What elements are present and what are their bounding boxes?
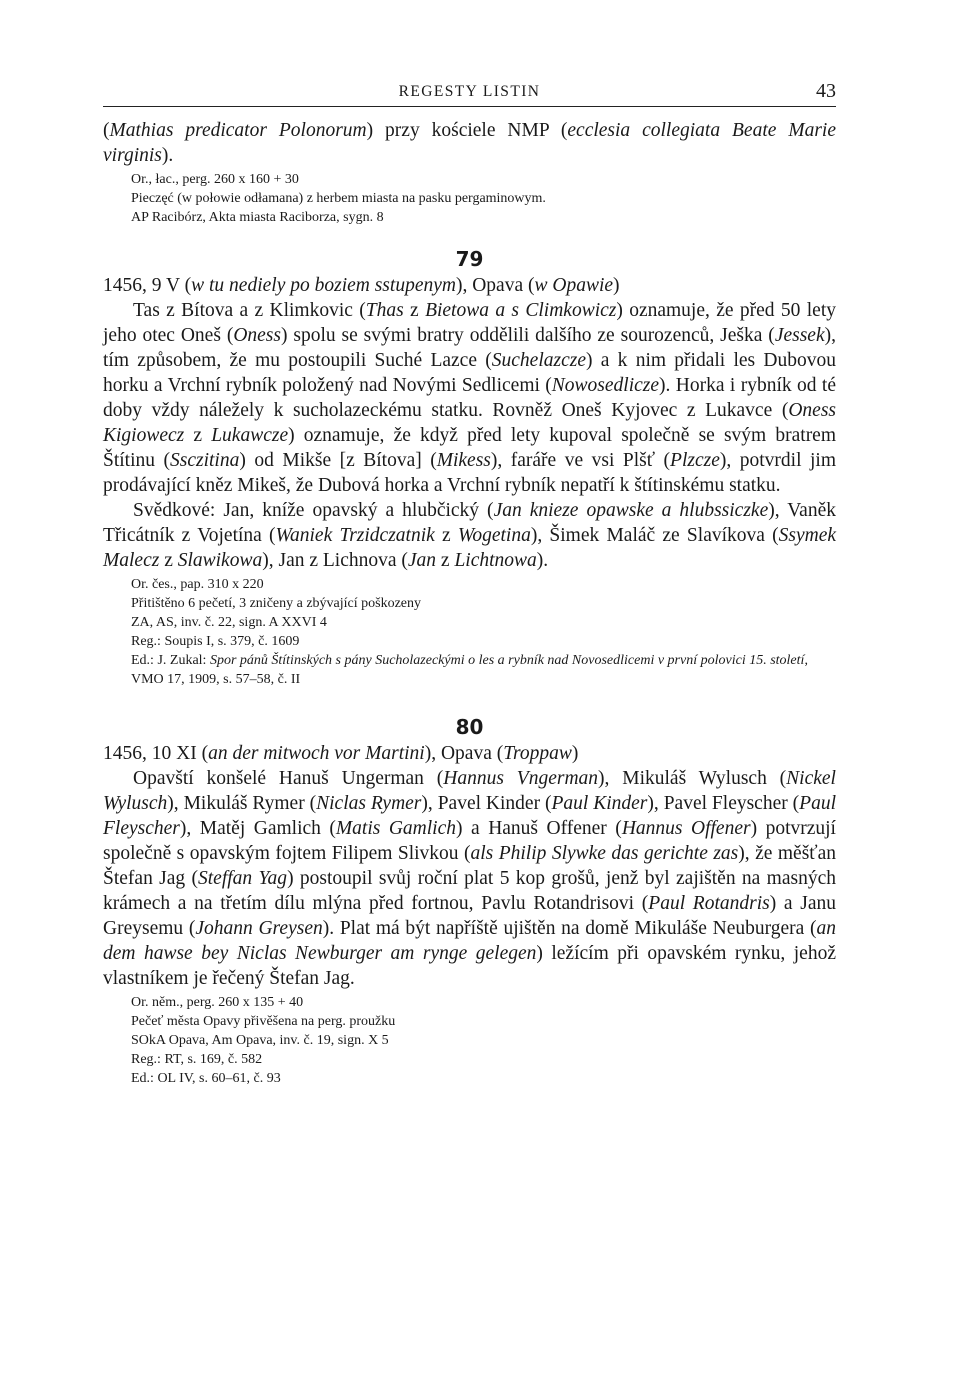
- entry-number: 79: [455, 247, 484, 271]
- italic-text: Paul Rotandris: [648, 893, 770, 914]
- entry-witnesses: [103, 498, 836, 573]
- italic-text: Thas: [365, 300, 404, 321]
- archival-note: [131, 1069, 836, 1088]
- italic-text: Hannus Offener: [621, 818, 751, 839]
- text-run: ), Šimek Maláč ze Slavíkova (: [530, 525, 779, 546]
- italic-text: Suchelazcze: [491, 350, 586, 371]
- archival-note: [131, 189, 836, 208]
- italic-text: Hannus Vngerman: [443, 768, 599, 789]
- italic-text: Ssymek Malecz: [103, 525, 837, 571]
- text-run: Opavští konšelé Hanuš Ungerman (: [133, 768, 444, 789]
- italic-text: als Philip Slywke das gerichte zas: [470, 843, 739, 864]
- italic-text: Waniek Trzidczatnik: [275, 525, 435, 546]
- text-run: , VMO 17, 1909, s. 57–58, č. II: [131, 653, 808, 687]
- archival-note: [131, 1050, 836, 1069]
- italic-text: Nowosedlicze: [551, 375, 660, 396]
- page-header: [103, 80, 836, 107]
- text-run: ), Opava (: [455, 275, 535, 296]
- italic-text: an dem hawse bey Niclas Newburger am rynge gelegen: [103, 918, 837, 964]
- entry-dateline: [103, 741, 836, 766]
- italic-text: Oness Kigiowecz: [103, 400, 836, 446]
- text-run: Pieczęć (w połowie odłamana) z herbem miasta na pasku pergaminowym.: [131, 191, 546, 206]
- italic-text: Paul Kinder: [551, 793, 648, 814]
- italic-text: Slawikowa: [177, 550, 263, 571]
- text-run: ). Horka i rybník od té doby vždy náležely k sucholazeckému statku. Rovněž Oneš Kyjovec z Lukavce (: [103, 375, 836, 421]
- text-run: ), Opava (: [424, 743, 504, 764]
- text-run: Přitištěno 6 pečetí, 3 zničeny a zbývající poškozeny: [131, 596, 422, 611]
- entry-paragraph: [103, 298, 836, 498]
- text-run: ). Plat má být napříště ujištěn na domě Mikuláše Neuburgera (: [322, 918, 817, 939]
- italic-text: Mathias predicator Polonorum: [109, 120, 367, 141]
- archival-note: [131, 1031, 836, 1050]
- document-page: [103, 80, 836, 1088]
- entry-79: [103, 247, 836, 689]
- italic-text: Lukawcze: [211, 425, 289, 446]
- italic-text: Ssczitina: [170, 450, 240, 471]
- entry-notes: [131, 993, 836, 1088]
- text-run: ): [571, 743, 579, 764]
- text-run: ) spolu se svými bratry oddělili dalšího ze sourozenců, Ješka (: [280, 325, 775, 346]
- italic-text: Steffan Yag: [198, 868, 288, 889]
- italic-text: an der mitwoch vor Martini: [208, 743, 425, 764]
- text-run: ) a Janu Greysemu (: [103, 893, 836, 939]
- italic-text: ecclesia collegiata Beate Marie virginis: [103, 120, 836, 166]
- text-run: ), Pavel Fleyscher (: [647, 793, 800, 814]
- italic-text: Spor pánů Štítinských s pány Sucholazeckými o les a rybník nad Novosedlicemi v první polovici 15. století: [209, 653, 805, 668]
- text-run: z: [434, 525, 458, 546]
- text-run: Tas z Bítova a z Klimkovic (: [133, 300, 366, 321]
- text-run: 1456, 10 XI (: [103, 743, 209, 764]
- text-run: Ed.: OL IV, s. 60–61, č. 93: [131, 1071, 281, 1086]
- italic-text: Johann Greysen: [195, 918, 323, 939]
- text-run: ) oznamuje, že když před lety kupoval společně se svým bratrem Štítinu (: [103, 425, 837, 471]
- text-run: z: [184, 425, 212, 446]
- text-run: ZA, AS, inv. č. 22, sign. A XXVI 4: [131, 615, 327, 630]
- text-run: ) potvrzují společně s opavským fojtem Filipem Slivkou (: [103, 818, 836, 864]
- text-run: ), že měšťan Štefan Jag (: [103, 843, 837, 889]
- italic-text: w Opawie: [534, 275, 614, 296]
- entry-notes: [131, 575, 836, 689]
- italic-text: Jan: [407, 550, 437, 571]
- text-run: Ed.: J. Zukal:: [131, 653, 210, 668]
- text-run: ).: [161, 145, 174, 166]
- text-run: 1456, 9 V (: [103, 275, 192, 296]
- italic-text: Wogetina: [457, 525, 531, 546]
- entry-number: 80: [455, 715, 484, 739]
- archival-note: [131, 651, 836, 689]
- text-run: Or. něm., perg. 260 x 135 + 40: [131, 995, 304, 1010]
- text-run: ), Mikuláš Rymer (: [167, 793, 317, 814]
- italic-text: Matis Gamlich: [335, 818, 457, 839]
- text-run: ) od Mikše [z Bítova] (: [239, 450, 437, 471]
- text-run: Or. čes., pap. 310 x 220: [131, 577, 264, 592]
- text-run: ) postoupil svůj roční plat 5 kop grošů, jenž byl zajištěn na masných krámech a na třetím dílu mlýna před fortnou, Pavlu Rotandrisovi (: [103, 868, 836, 914]
- text-run: SOkA Opava, Am Opava, inv. č. 19, sign. X 5: [131, 1033, 389, 1048]
- text-run: ), Vaněk Třicátník z Vojetína (: [103, 500, 836, 546]
- italic-text: Jan knieze opawske a hlubssiczke: [493, 500, 769, 521]
- archival-note: [131, 170, 836, 189]
- archival-note: [131, 993, 836, 1012]
- text-run: ), tím způsobem, že mu postoupili Suché Lazce (: [103, 325, 836, 371]
- italic-text: Mikess: [436, 450, 491, 471]
- archival-note: [131, 1012, 836, 1031]
- italic-text: Nickel Wylusch: [103, 768, 836, 814]
- text-run: ), potvrdil jim prodávající kněz Mikeš, že Dubová horka a Vrchní rybník nepatří k štítinskému statku.: [103, 450, 836, 496]
- text-run: Reg.: RT, s. 169, č. 582: [131, 1052, 263, 1067]
- italic-text: Plzcze: [670, 450, 720, 471]
- text-run: ).: [536, 550, 549, 571]
- text-run: ) a Hanuš Offener (: [456, 818, 622, 839]
- text-run: z: [436, 550, 455, 571]
- italic-text: Bietowa a s Climkowicz: [425, 300, 617, 321]
- text-run: z: [403, 300, 426, 321]
- text-run: ): [613, 275, 620, 296]
- italic-text: Lichtnowa: [454, 550, 537, 571]
- archival-note: [131, 208, 836, 227]
- text-run: Or., łac., perg. 260 x 160 + 30: [131, 172, 299, 187]
- text-run: (: [103, 120, 110, 141]
- archival-note: [131, 594, 836, 613]
- text-run: ), faráře ve vsi Plšť (: [490, 450, 671, 471]
- page-number: 43: [816, 80, 836, 102]
- text-run: ) ležícím při opavském rynku, jehož vlastníkem je řečený Štefan Jag.: [103, 943, 836, 989]
- text-run: Reg.: Soupis I, s. 379, č. 1609: [131, 634, 300, 649]
- entry-paragraph: [103, 766, 836, 991]
- italic-text: Oness: [233, 325, 281, 346]
- text-run: AP Racibórz, Akta miasta Raciborza, sygn. 8: [131, 210, 384, 225]
- prev-entry-notes: [131, 170, 836, 227]
- italic-text: Jessek: [774, 325, 825, 346]
- italic-text: w tu nediely po boziem sstupenym: [191, 275, 456, 296]
- text-run: ), Matěj Gamlich (: [179, 818, 336, 839]
- text-run: ), Mikuláš Wylusch (: [598, 768, 787, 789]
- text-run: ), Jan z Lichnova (: [262, 550, 408, 571]
- running-head: REGESTY LISTIN: [398, 83, 541, 100]
- italic-text: Niclas Rymer: [316, 793, 422, 814]
- italic-text: Troppaw: [503, 743, 572, 764]
- prev-entry-text: [103, 118, 836, 168]
- text-run: Pečeť města Opavy přivěšena na perg. proužku: [131, 1014, 396, 1029]
- archival-note: [131, 632, 836, 651]
- text-run: Svědkové: Jan, kníže opavský a hlubčický (: [133, 500, 494, 521]
- italic-text: Paul Fleyscher: [103, 793, 836, 839]
- text-run: ) a k nim přidali les Dubovou horku a Vrchní rybník položený nad Novými Sedlicemi (: [103, 350, 836, 396]
- text-run: ) przy kościele NMP (: [366, 120, 568, 141]
- entry-80: [103, 715, 836, 1088]
- entry-dateline: [103, 273, 836, 298]
- archival-note: [131, 613, 836, 632]
- text-run: ) oznamuje, že před 50 lety jeho otec Oneš (: [103, 300, 836, 346]
- text-run: z: [159, 550, 178, 571]
- text-run: ), Pavel Kinder (: [421, 793, 552, 814]
- archival-note: [131, 575, 836, 594]
